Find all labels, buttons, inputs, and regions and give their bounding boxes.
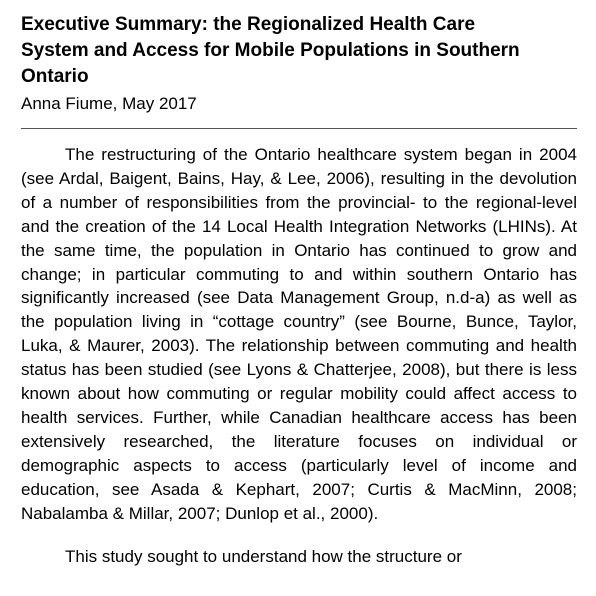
document-title (21, 12, 577, 90)
document-page (21, 12, 577, 568)
header-divider (21, 128, 577, 129)
author-date-line: Anna Fiume, May 2017 (21, 94, 197, 113)
title-line: Ontario (21, 66, 89, 87)
title-line: System and Access for Mobile Populations in Southern (21, 40, 520, 61)
title-line: Executive Summary: the Regionalized Health Care (21, 14, 476, 35)
body-paragraph: The restructuring of the Ontario healthcare system began in 2004 (see Ardal, Baigent, Bains, Hay, & Lee, 2006), resulting in the devolution of a number of responsibilities from the provincial- to the regional-level and the creation of the 14 Local Health Integration Networks (LHINs). At the same time, the population in Ontario has continued to grow and change; in particular commuting to and within southern Ontario has significantly increased (see Data Management Group, n.d-a) as well as the population living in “cottage country” (see Bourne, Bunce, Taylor, Luka, & Maurer, 2003). The relationship between commuting and health status has been studied (see Lyons & Chatterjee, 2008), but there is less known about how commuting or regular mobility could affect access to health services. Further, while Canadian healthcare access has been extensively researched, the literature focuses on individual or demographic aspects to access (particularly level of income and education, see Asada & Kephart, 2007; Curtis & MacMinn, 2008; Nabalamba & Millar, 2007; Dunlop et al., 2000). (21, 145, 577, 523)
body-paragraph: This study sought to understand how the structure or (65, 546, 462, 566)
